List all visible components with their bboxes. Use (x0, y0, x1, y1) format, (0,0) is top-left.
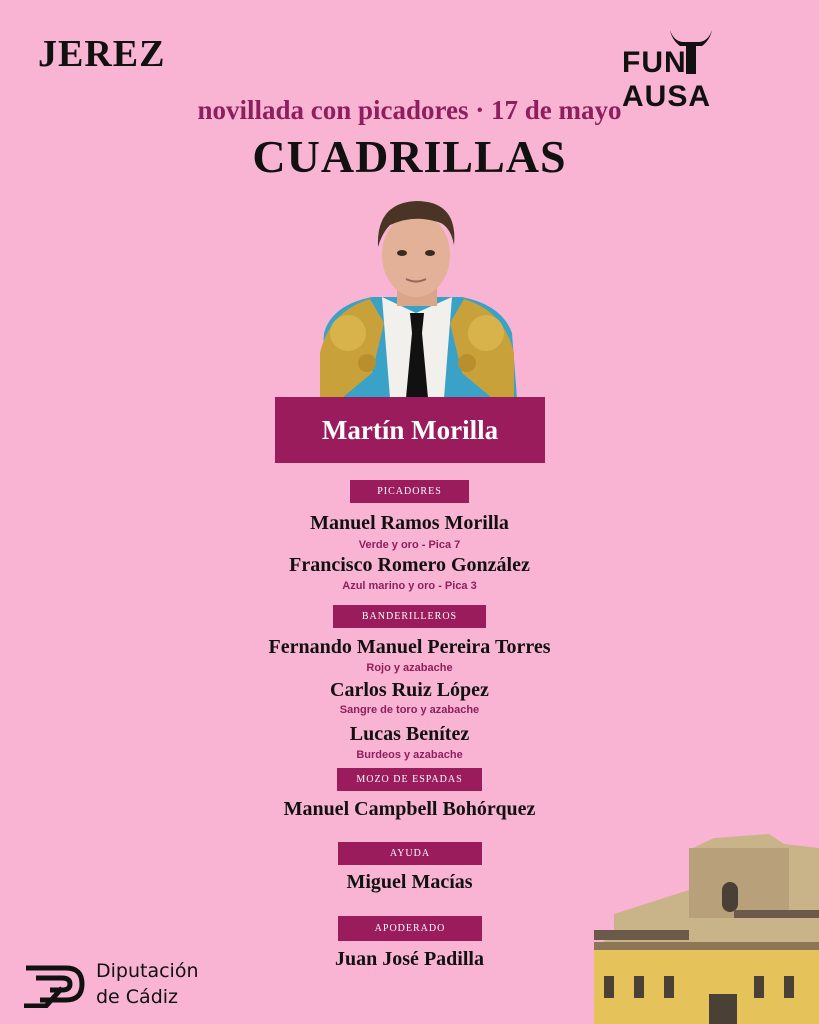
section-label-banderilleros: BANDERILLEROS (333, 605, 486, 628)
picador-name: Manuel Ramos Morilla (310, 512, 509, 534)
diputacion-emblem-icon (22, 962, 86, 1008)
bull-head-icon (666, 24, 716, 74)
section-label-ayuda: AYUDA (338, 842, 482, 865)
picador-detail: Azul marino y oro - Pica 3 (342, 580, 477, 592)
section-label-picadores: PICADORES (350, 480, 469, 503)
diputacion-logo (22, 960, 222, 1010)
bullring-building-image (594, 830, 819, 1024)
funtausa-logo (622, 22, 782, 113)
picador-name: Francisco Romero González (289, 554, 530, 576)
mozo-name: Manuel Campbell Bohórquez (283, 798, 536, 820)
torero-portrait-image (312, 193, 522, 398)
banderillero-name: Lucas Benítez (349, 723, 470, 745)
diputacion-line1: Diputación (96, 960, 199, 982)
banderillero-name: Fernando Manuel Pereira Torres (268, 636, 551, 658)
city-title: JEREZ (38, 33, 166, 75)
banderillero-detail: Sangre de toro y azabache (339, 704, 480, 716)
page-title: CUADRILLAS (252, 131, 567, 182)
ayuda-name: Miguel Macías (346, 871, 473, 893)
section-label-mozo: MOZO DE ESPADAS (337, 768, 482, 791)
banderillero-detail: Rojo y azabache (366, 662, 453, 674)
banderillero-name: Carlos Ruiz López (330, 679, 489, 701)
diputacion-line2: de Cádiz (96, 986, 179, 1008)
section-label-apoderado: APODERADO (338, 916, 482, 941)
brand-right-text: AUSA (622, 80, 712, 113)
torero-name-banner: Martín Morilla (275, 397, 545, 463)
apoderado-name: Juan José Padilla (335, 948, 484, 970)
event-subtitle: novillada con picadores · 17 de mayo (197, 95, 622, 125)
picador-detail: Verde y oro - Pica 7 (358, 539, 461, 551)
brand-left-text: FUN (622, 46, 687, 79)
banderillero-detail: Burdeos y azabache (356, 749, 463, 761)
